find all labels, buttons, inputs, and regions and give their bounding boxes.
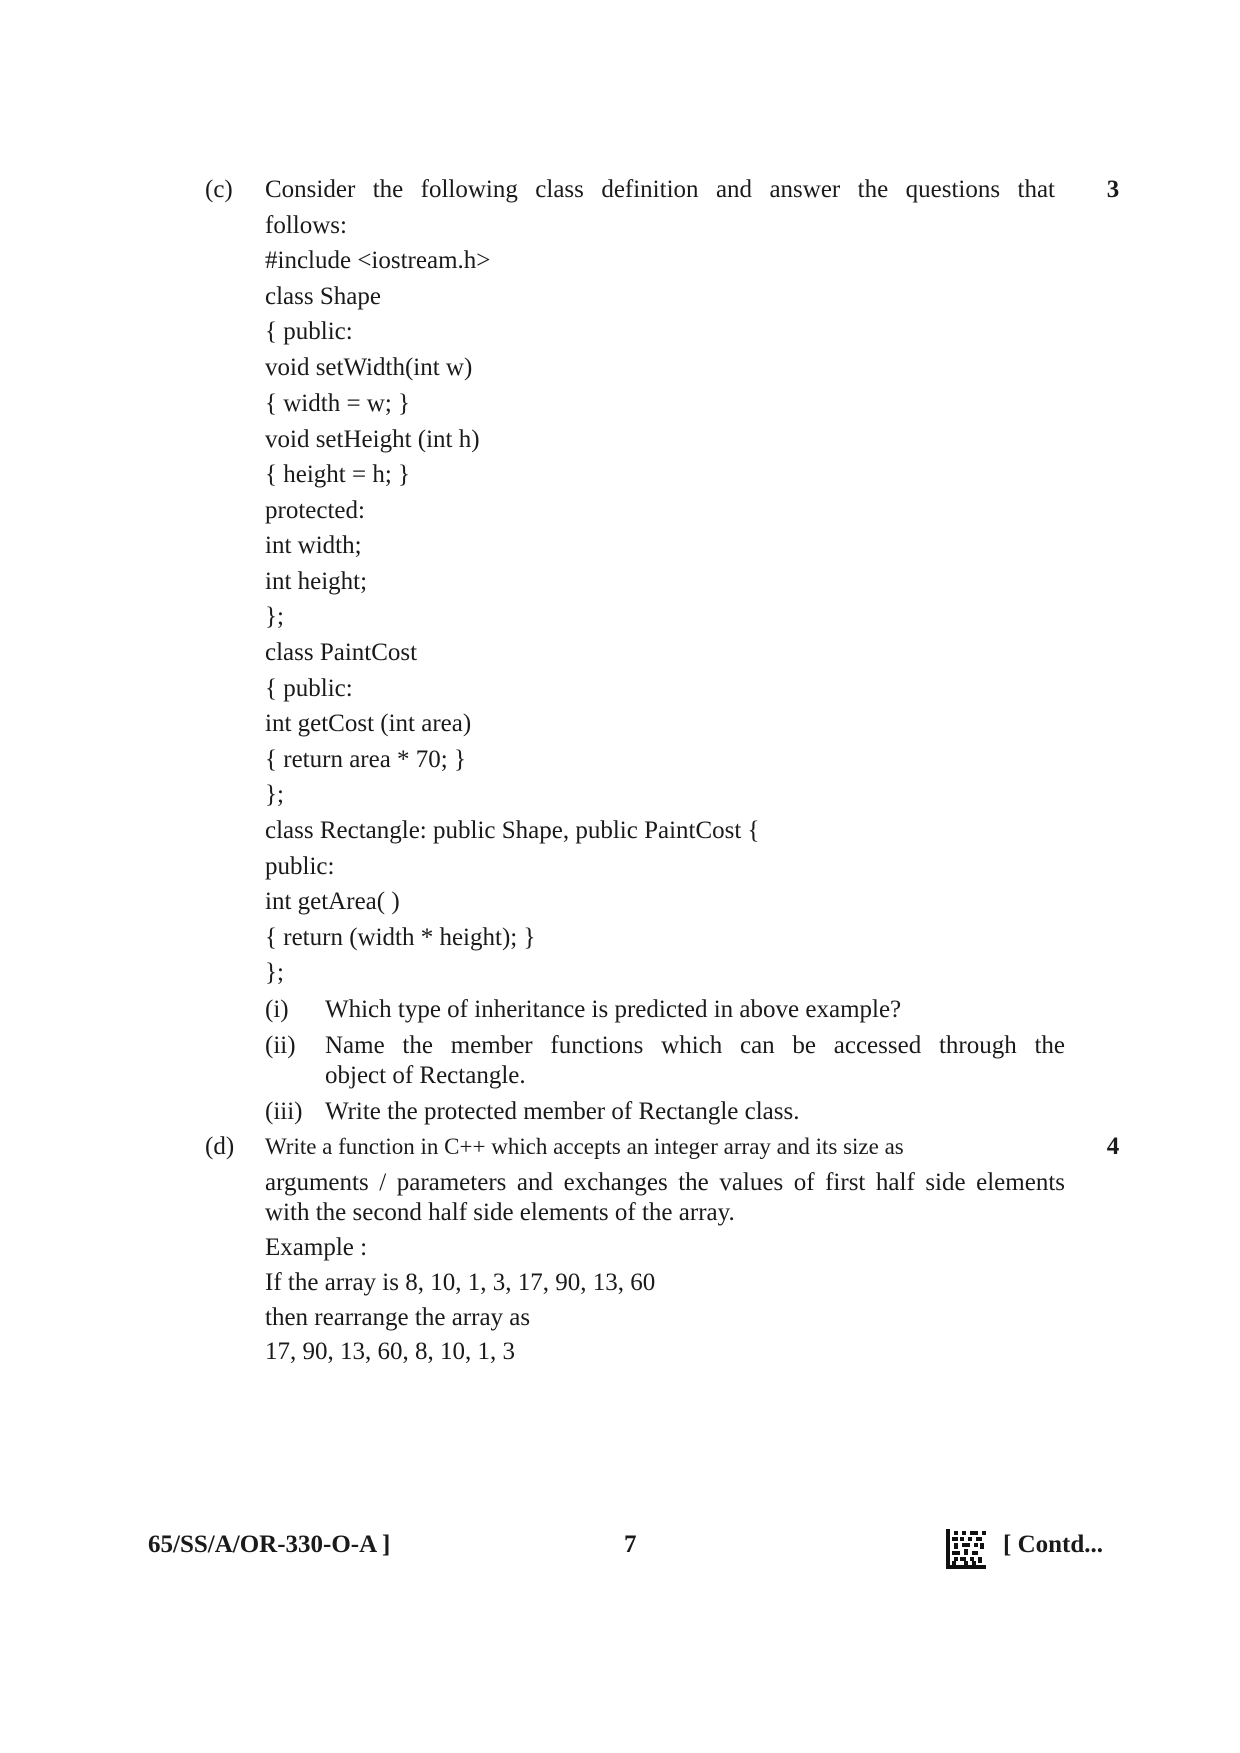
example-line1: If the array is 8, 10, 1, 3, 17, 90, 13, 60 [265,1269,656,1296]
code-line: class Rectangle: public Shape, public PaintCost { [265,817,760,844]
question-d-line3: with the second half side elements of the array. [265,1199,735,1226]
question-d-marks: 4 [1106,1133,1120,1160]
code-line: }; [265,603,284,630]
question-c-label: (c) [205,176,233,203]
subquestion-text: Write the protected member of Rectangle class. [325,1098,800,1125]
code-line: { height = h; } [265,461,411,488]
code-line: { public: [265,318,353,345]
question-c-intro-line2: follows: [265,212,347,239]
question-c-intro-line1: Consider the following class definition and answer the questions that [265,176,1055,203]
page-number: 7 [624,1531,637,1558]
code-line: #include <iostream.h> [265,247,491,274]
subquestion-label: (ii) [265,1032,296,1059]
continued-label: [ Contd... [1003,1531,1104,1558]
code-line: { return (width * height); } [265,924,536,951]
subquestion-label: (i) [265,996,289,1023]
question-d-line2: arguments / parameters and exchanges the values of first half side elements [265,1169,1065,1196]
subquestion-text-cont: object of Rectangle. [325,1062,526,1089]
code-line: void setWidth(int w) [265,354,473,381]
example-line3: 17, 90, 13, 60, 8, 10, 1, 3 [265,1338,515,1365]
question-d-label: (d) [205,1133,235,1160]
question-d-line1: Write a function in C++ which accepts an integer array and its size as [265,1134,904,1159]
example-label: Example : [265,1234,368,1261]
code-line: public: [265,853,335,880]
example-line2: then rearrange the array as [265,1304,531,1331]
code-line: class Shape [265,283,381,310]
question-c-marks: 3 [1106,176,1120,203]
subquestion-text: Name the member functions which can be accessed through the [325,1032,1065,1059]
code-line: }; [265,781,284,808]
code-line: protected: [265,497,365,524]
code-line: int height; [265,568,368,595]
subquestion-text: Which type of inheritance is predicted in above example? [325,996,902,1023]
code-line: int getArea( ) [265,888,400,915]
code-line: { public: [265,675,353,702]
code-line: class PaintCost [265,639,418,666]
paper-code: 65/SS/A/OR-330-O-A ] [148,1531,391,1558]
qr-code-icon [946,1529,986,1569]
code-line: void setHeight (int h) [265,426,480,453]
code-line: { width = w; } [265,390,411,417]
code-line: }; [265,959,284,986]
code-line: int getCost (int area) [265,710,472,737]
code-line: int width; [265,532,362,559]
code-line: { return area * 70; } [265,746,467,773]
subquestion-label: (iii) [265,1098,303,1125]
